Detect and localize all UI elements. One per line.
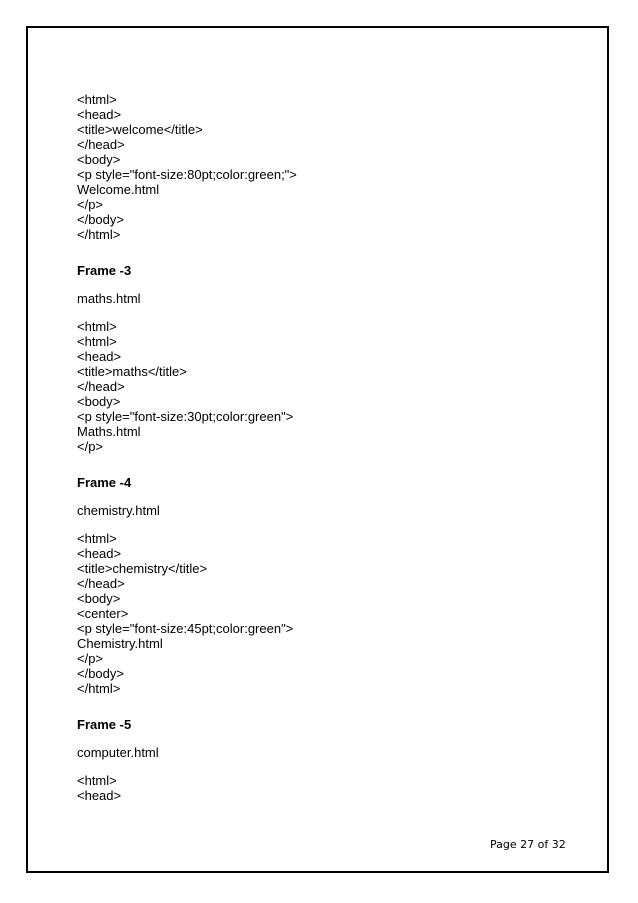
document-content (77, 92, 577, 803)
frame-heading: Frame -4 (77, 475, 132, 490)
code-line: </p> (77, 651, 104, 666)
code-block (77, 773, 577, 803)
frame-heading: Frame -3 (77, 263, 132, 278)
code-line: </p> (77, 197, 104, 212)
filename-label: maths.html (77, 291, 141, 306)
code-line: <html> (77, 773, 117, 788)
code-line: Maths.html (77, 424, 141, 439)
code-line: <title>maths</title> (77, 364, 187, 379)
code-line: <html> (77, 319, 117, 334)
code-line: <body> (77, 394, 121, 409)
code-line: <title>chemistry</title> (77, 561, 208, 576)
code-line: </head> (77, 137, 125, 152)
code-line: </p> (77, 439, 104, 454)
code-line: <p style="font-size:30pt;color:green"> (77, 409, 294, 424)
filename-label: computer.html (77, 745, 159, 760)
code-line: </body> (77, 666, 124, 681)
code-line: </html> (77, 681, 121, 696)
code-line: <p style="font-size:45pt;color:green"> (77, 621, 294, 636)
code-line: <html> (77, 531, 117, 546)
code-line: <title>welcome</title> (77, 122, 203, 137)
page-number-footer: Page 27 of 32 (490, 838, 566, 851)
code-line: <body> (77, 591, 121, 606)
code-line: </head> (77, 576, 125, 591)
code-line: Welcome.html (77, 182, 160, 197)
code-block (77, 319, 577, 454)
code-line: </body> (77, 212, 124, 227)
code-line: </head> (77, 379, 125, 394)
code-line: <head> (77, 788, 122, 803)
code-line: <body> (77, 152, 121, 167)
code-line: </html> (77, 227, 121, 242)
code-line: <head> (77, 546, 122, 561)
code-line: <head> (77, 349, 122, 364)
filename-label: chemistry.html (77, 503, 160, 518)
code-block (77, 531, 577, 696)
code-line: <p style="font-size:80pt;color:green;"> (77, 167, 297, 182)
code-line: <html> (77, 334, 117, 349)
code-block (77, 92, 577, 242)
code-line: Chemistry.html (77, 636, 163, 651)
frame-heading: Frame -5 (77, 717, 132, 732)
code-line: <head> (77, 107, 122, 122)
code-line: <center> (77, 606, 129, 621)
code-line: <html> (77, 92, 117, 107)
